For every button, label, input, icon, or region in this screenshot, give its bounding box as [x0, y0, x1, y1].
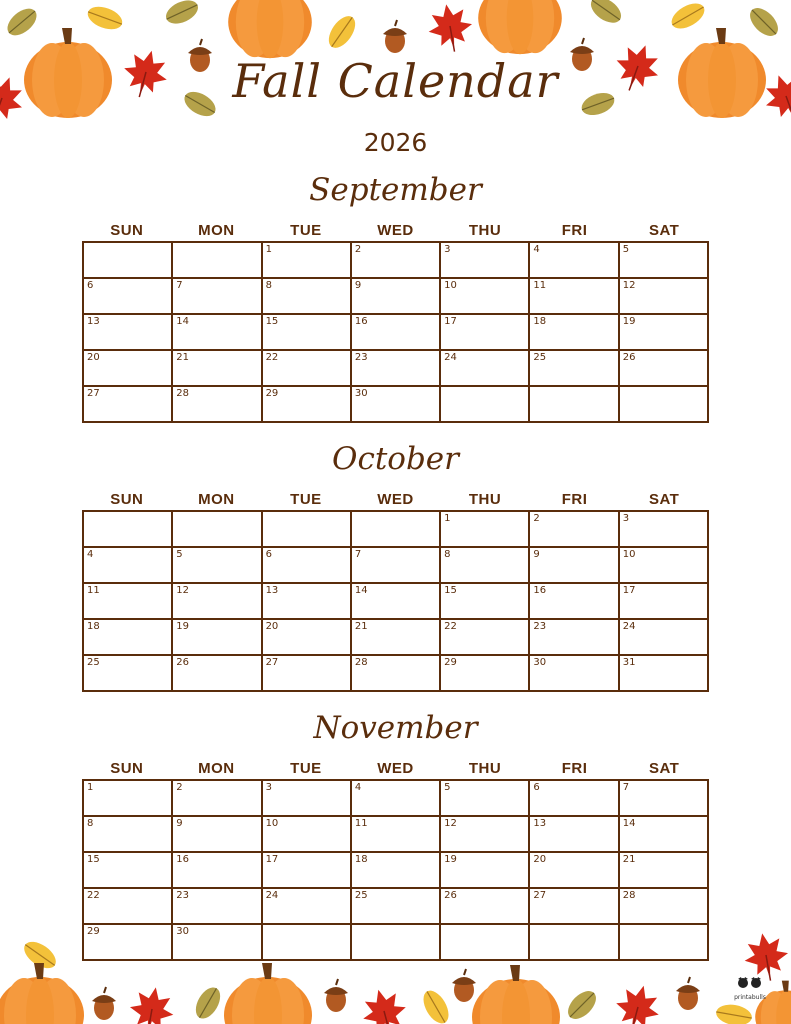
weekday-header [82, 760, 709, 777]
day-number: 17 [622, 585, 636, 596]
day-number: 14 [622, 818, 636, 829]
day-number: 7 [354, 549, 362, 560]
day-number: 9 [533, 549, 540, 560]
day-number: 1 [444, 513, 451, 524]
day-cell [84, 279, 173, 315]
day-number: 5 [622, 244, 630, 255]
day-cell [441, 351, 530, 387]
day-number: 20 [533, 854, 547, 865]
day-cell [263, 315, 352, 351]
day-cell [352, 889, 441, 925]
day-number: 22 [444, 621, 457, 632]
day-number: 22 [87, 890, 100, 901]
day-number: 24 [265, 890, 279, 901]
day-cell [530, 243, 619, 279]
day-cell [620, 243, 709, 279]
day-cell [352, 512, 441, 548]
day-cell [620, 620, 709, 656]
day-cell [173, 781, 262, 817]
day-number: 13 [265, 585, 279, 596]
day-cell [352, 817, 441, 853]
day-cell [530, 279, 619, 315]
day-number: 12 [444, 818, 457, 829]
day-cell [263, 656, 352, 692]
day-cell [263, 584, 352, 620]
day-number: 8 [265, 280, 272, 291]
day-cell [530, 512, 619, 548]
weekday-label: MON [198, 491, 235, 508]
weekday-label: THU [468, 491, 502, 508]
day-cell [173, 351, 262, 387]
day-cell [530, 781, 619, 817]
day-number: 5 [444, 782, 451, 793]
day-cell [352, 387, 441, 423]
day-cell [263, 853, 352, 889]
day-cell [173, 512, 262, 548]
day-number: 30 [533, 657, 547, 668]
day-cell [620, 548, 709, 584]
day-cell [620, 656, 709, 692]
day-cell [530, 548, 619, 584]
printabulls-logo [730, 975, 770, 1001]
day-number: 15 [444, 585, 457, 596]
day-cell [620, 817, 709, 853]
day-cell [84, 889, 173, 925]
day-cell [352, 351, 441, 387]
day-number: 28 [176, 388, 190, 399]
weekday-label: SUN [110, 760, 144, 777]
logo-text: printabulls [734, 994, 766, 1001]
day-number: 29 [444, 657, 457, 668]
day-number: 10 [622, 549, 636, 560]
day-number: 6 [87, 280, 94, 291]
day-number: 11 [533, 280, 547, 291]
day-cell [84, 656, 173, 692]
day-number: 30 [176, 926, 190, 937]
day-cell [620, 781, 709, 817]
day-number: 3 [622, 513, 630, 524]
day-number: 15 [265, 316, 279, 327]
day-number: 14 [354, 585, 368, 596]
day-cell [352, 584, 441, 620]
day-cell [530, 387, 619, 423]
day-number: 7 [176, 280, 183, 291]
day-number: 15 [87, 854, 100, 865]
weekday-label: THU [468, 222, 502, 239]
day-number: 9 [354, 280, 362, 291]
day-number: 19 [176, 621, 190, 632]
day-cell [441, 387, 530, 423]
calendar-grid [82, 510, 709, 692]
day-number: 30 [354, 388, 368, 399]
bull-logo-icon [736, 976, 764, 990]
day-number: 2 [354, 244, 362, 255]
weekday-header [82, 491, 709, 508]
day-cell [620, 889, 709, 925]
day-number: 18 [87, 621, 100, 632]
day-number: 13 [87, 316, 100, 327]
day-cell [441, 548, 530, 584]
day-cell [263, 548, 352, 584]
day-number: 29 [87, 926, 100, 937]
day-number: 19 [444, 854, 457, 865]
day-number: 18 [354, 854, 368, 865]
day-number: 4 [354, 782, 362, 793]
day-cell [84, 512, 173, 548]
day-number: 29 [265, 388, 279, 399]
day-cell [352, 548, 441, 584]
weekday-label: THU [468, 760, 502, 777]
day-cell [84, 387, 173, 423]
day-cell [441, 620, 530, 656]
day-cell [441, 781, 530, 817]
day-number: 5 [176, 549, 183, 560]
day-cell [441, 889, 530, 925]
day-cell [441, 853, 530, 889]
day-number: 27 [533, 890, 547, 901]
day-cell [530, 620, 619, 656]
day-cell [441, 817, 530, 853]
day-cell [530, 584, 619, 620]
day-number: 7 [622, 782, 630, 793]
day-number: 16 [176, 854, 190, 865]
weekday-label: TUE [290, 491, 322, 508]
day-number: 27 [87, 388, 100, 399]
day-cell [352, 279, 441, 315]
weekday-label: SUN [110, 491, 144, 508]
day-cell [530, 889, 619, 925]
weekday-label: WED [377, 491, 414, 508]
weekday-label: SAT [648, 760, 680, 777]
day-cell [620, 315, 709, 351]
day-number: 20 [87, 352, 100, 363]
day-number: 19 [622, 316, 636, 327]
day-cell [620, 512, 709, 548]
weekday-label: MON [198, 222, 235, 239]
day-cell [84, 853, 173, 889]
day-cell [84, 817, 173, 853]
day-number: 21 [176, 352, 190, 363]
weekday-label: TUE [290, 760, 322, 777]
day-number: 20 [265, 621, 279, 632]
day-number: 28 [622, 890, 636, 901]
day-cell [620, 584, 709, 620]
day-number: 3 [444, 244, 451, 255]
day-number: 4 [533, 244, 540, 255]
day-number: 16 [354, 316, 368, 327]
day-number: 4 [87, 549, 94, 560]
day-cell [620, 351, 709, 387]
day-cell [84, 781, 173, 817]
day-cell [84, 315, 173, 351]
weekday-label: TUE [290, 222, 322, 239]
day-cell [263, 620, 352, 656]
weekday-label: FRI [561, 222, 588, 239]
weekday-label: SUN [110, 222, 144, 239]
day-cell [441, 656, 530, 692]
day-cell [173, 656, 262, 692]
day-number: 31 [622, 657, 636, 668]
day-cell [173, 315, 262, 351]
day-number: 11 [87, 585, 100, 596]
weekday-header [82, 222, 709, 239]
day-cell [173, 817, 262, 853]
day-cell [263, 817, 352, 853]
day-number: 2 [176, 782, 183, 793]
day-number: 1 [265, 244, 272, 255]
day-cell [352, 315, 441, 351]
calendar-grid [82, 241, 709, 423]
day-cell [173, 889, 262, 925]
day-number: 1 [87, 782, 94, 793]
day-number: 27 [265, 657, 279, 668]
day-number: 21 [354, 621, 368, 632]
day-number: 17 [265, 854, 279, 865]
day-cell [441, 315, 530, 351]
day-cell [173, 548, 262, 584]
day-number: 26 [622, 352, 636, 363]
day-cell [620, 279, 709, 315]
day-number: 6 [265, 549, 272, 560]
day-cell [173, 853, 262, 889]
page-title: Fall Calendar [232, 54, 559, 108]
day-cell [441, 279, 530, 315]
day-cell [352, 243, 441, 279]
day-number: 10 [265, 818, 279, 829]
day-cell [441, 243, 530, 279]
day-number: 23 [533, 621, 547, 632]
day-cell [263, 781, 352, 817]
day-cell [352, 853, 441, 889]
day-number: 18 [533, 316, 547, 327]
day-number: 24 [444, 352, 457, 363]
day-cell [620, 387, 709, 423]
day-number: 23 [354, 352, 368, 363]
day-number: 13 [533, 818, 547, 829]
day-number: 26 [176, 657, 190, 668]
day-cell [263, 512, 352, 548]
weekday-label: SAT [648, 222, 680, 239]
day-cell [441, 512, 530, 548]
day-cell [263, 351, 352, 387]
day-cell [84, 548, 173, 584]
month-name: October [332, 441, 459, 477]
autumn-decoration-bottom [0, 925, 791, 1024]
day-number: 6 [533, 782, 540, 793]
weekday-label: FRI [561, 760, 588, 777]
month-name: November [313, 710, 478, 746]
day-cell [173, 620, 262, 656]
day-cell [530, 817, 619, 853]
day-cell [263, 279, 352, 315]
day-number: 9 [176, 818, 183, 829]
day-cell [173, 584, 262, 620]
day-cell [84, 243, 173, 279]
day-number: 28 [354, 657, 368, 668]
day-number: 22 [265, 352, 279, 363]
weekday-label: FRI [561, 491, 588, 508]
day-cell [352, 781, 441, 817]
day-number: 17 [444, 316, 457, 327]
day-number: 21 [622, 854, 636, 865]
day-cell [84, 620, 173, 656]
day-number: 8 [444, 549, 451, 560]
day-number: 25 [533, 352, 547, 363]
day-cell [84, 351, 173, 387]
day-number: 26 [444, 890, 457, 901]
day-number: 12 [176, 585, 190, 596]
day-number: 25 [354, 890, 368, 901]
day-cell [352, 656, 441, 692]
day-cell [530, 656, 619, 692]
day-cell [352, 620, 441, 656]
day-cell [530, 853, 619, 889]
weekday-label: WED [377, 222, 414, 239]
day-cell [263, 387, 352, 423]
day-number: 25 [87, 657, 100, 668]
day-cell [84, 584, 173, 620]
day-cell [173, 243, 262, 279]
day-cell [263, 889, 352, 925]
day-number: 8 [87, 818, 94, 829]
day-number: 14 [176, 316, 190, 327]
day-cell [173, 279, 262, 315]
day-cell [620, 853, 709, 889]
day-cell [530, 315, 619, 351]
day-number: 3 [265, 782, 272, 793]
month-name: September [309, 172, 482, 208]
day-number: 10 [444, 280, 457, 291]
day-cell [441, 584, 530, 620]
day-cell [530, 351, 619, 387]
day-cell [263, 243, 352, 279]
weekday-label: WED [377, 760, 414, 777]
day-number: 12 [622, 280, 636, 291]
day-cell [173, 387, 262, 423]
day-number: 2 [533, 513, 540, 524]
year-label: 2026 [363, 128, 428, 157]
weekday-label: MON [198, 760, 235, 777]
day-number: 11 [354, 818, 368, 829]
day-number: 23 [176, 890, 190, 901]
day-number: 24 [622, 621, 636, 632]
day-number: 16 [533, 585, 547, 596]
weekday-label: SAT [648, 491, 680, 508]
